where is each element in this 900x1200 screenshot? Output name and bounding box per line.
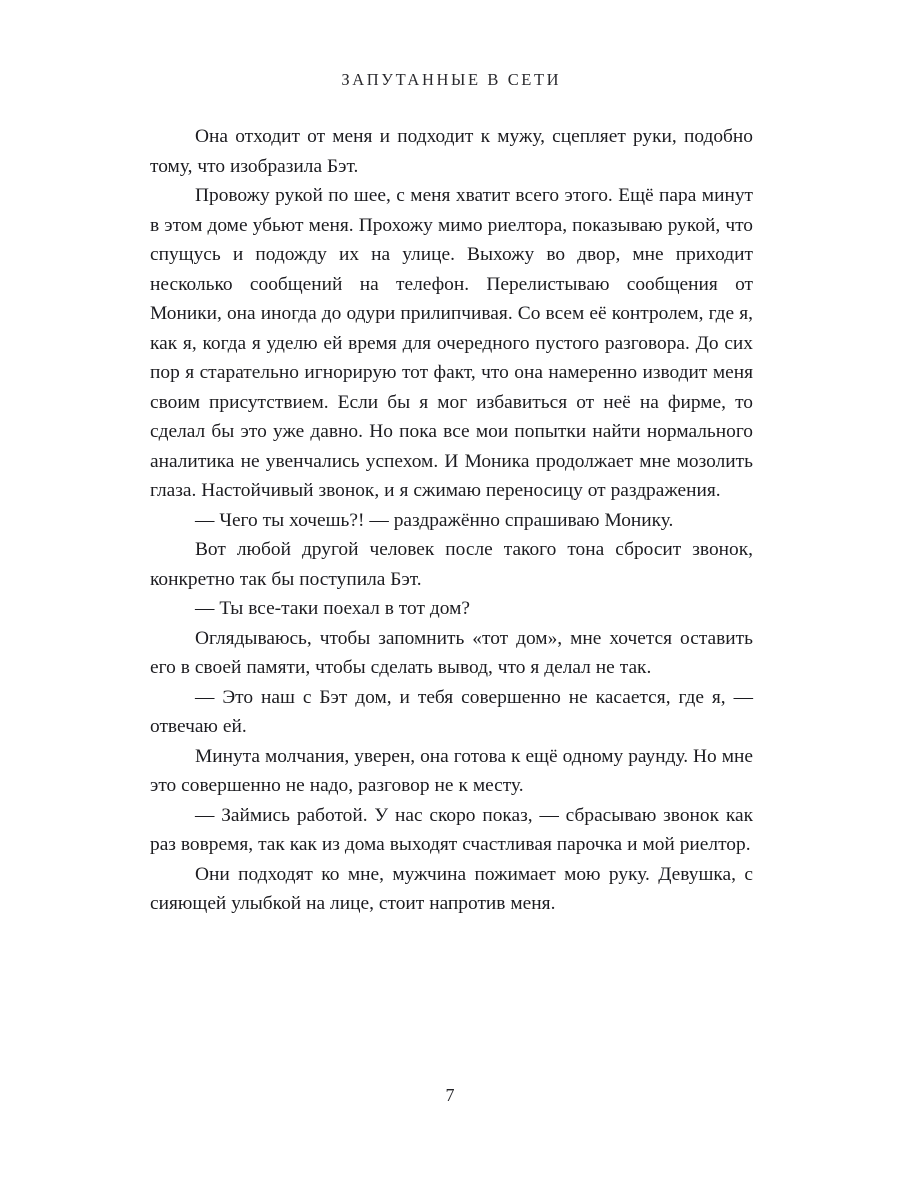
paragraph: Они подходят ко мне, мужчина пожимает мою руку. Девушка, с сияющей улыбкой на лице, стоит напротив меня. <box>150 863 753 914</box>
body-text-block <box>150 122 753 919</box>
paragraph: Провожу рукой по шее, с меня хватит всего этого. Ещё пара минут в этом доме убьют меня. Прохожу мимо риелтора, показываю рукой, что спущусь и подожду их на улице. Выхожу во двор, мне приходит несколько сообщений на телефон. Перелистываю сообщения от Моники, она иногда до одури прилипчивая. Со всем её контролем, где я, как я, когда я уделю ей время для очередного пустого разговора. До сих пор я старательно игнорирую тот факт, что она намеренно изводит меня своим присутствием. Если бы я мог избавиться от неё на фирме, то сделал бы это уже давно. Но пока все мои попытки найти нормального аналитика не увенчались успехом. И Моника продолжает мне мозолить глаза. Настойчивый звонок, и я сжимаю переносицу от раздражения. <box>150 185 753 501</box>
paragraph: — Чего ты хочешь?! — раздражённо спрашиваю Монику. <box>195 509 674 531</box>
paragraph: Вот любой другой человек после такого тона сбросит звонок, конкретно так бы поступила Бэт. <box>150 539 753 590</box>
paragraph: — Займись работой. У нас скоро показ, — сбрасываю звонок как раз вовремя, так как из дома выходят счастливая парочка и мой риелтор. <box>150 804 753 855</box>
paragraph: Она отходит от меня и подходит к мужу, сцепляет руки, подобно тому, что изобразила Бэт. <box>150 126 753 177</box>
paragraph: — Это наш с Бэт дом, и тебя совершенно не касается, где я, — отвечаю ей. <box>150 686 753 737</box>
paragraph: Минута молчания, уверен, она готова к ещё одному раунду. Но мне это совершенно не надо, разговор не к месту. <box>150 745 753 796</box>
paragraph: — Ты все-таки поехал в тот дом? <box>195 598 470 619</box>
page-number: 7 <box>445 1085 455 1105</box>
paragraph: Оглядываюсь, чтобы запомнить «тот дом», мне хочется оставить его в своей памяти, чтобы сделать вывод, что я делал не так. <box>150 627 753 678</box>
running-header: ЗАПУТАННЫЕ В СЕТИ <box>341 70 562 89</box>
